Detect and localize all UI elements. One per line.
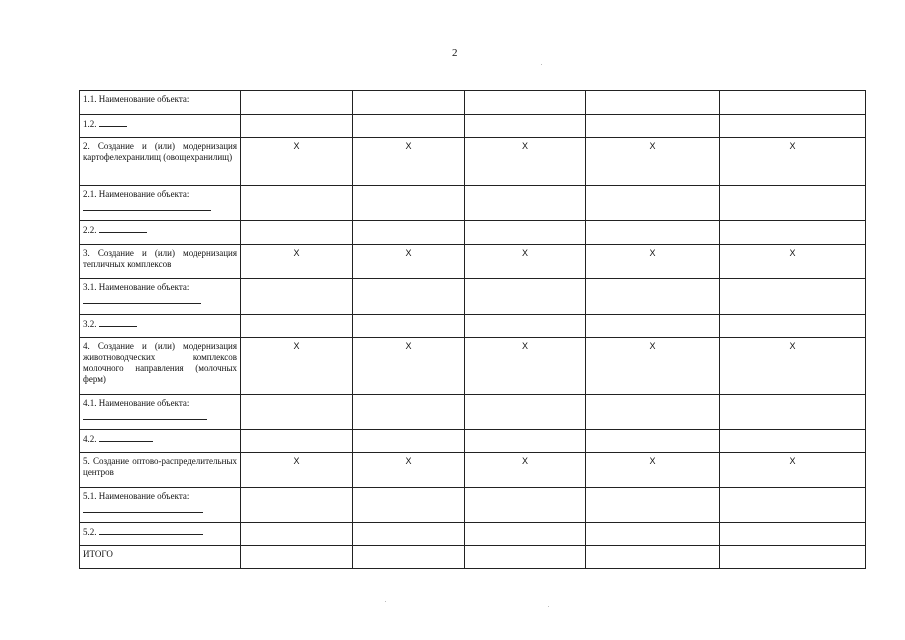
x-mark: X bbox=[720, 138, 866, 186]
x-mark: X bbox=[586, 138, 720, 186]
table-cell[interactable] bbox=[465, 395, 586, 430]
table-cell[interactable] bbox=[241, 221, 353, 245]
table-row bbox=[80, 338, 866, 395]
row-label: 3.1. Наименование объекта: bbox=[80, 279, 241, 315]
table-cell[interactable] bbox=[465, 523, 586, 546]
table-row bbox=[80, 315, 866, 338]
x-mark: X bbox=[586, 245, 720, 279]
table-row bbox=[80, 186, 866, 221]
table-cell[interactable] bbox=[720, 546, 866, 569]
table-cell[interactable] bbox=[586, 115, 720, 138]
fill-in-line[interactable] bbox=[83, 293, 201, 304]
table-cell[interactable] bbox=[720, 91, 866, 115]
table-cell[interactable] bbox=[465, 91, 586, 115]
table-cell[interactable] bbox=[586, 546, 720, 569]
table-cell[interactable] bbox=[586, 221, 720, 245]
table-cell[interactable] bbox=[720, 186, 866, 221]
x-mark: X bbox=[353, 453, 465, 488]
x-mark: X bbox=[720, 245, 866, 279]
fill-in-line[interactable] bbox=[99, 526, 203, 535]
x-mark: X bbox=[241, 453, 353, 488]
row-label: 2.2. bbox=[80, 221, 241, 245]
x-mark: X bbox=[465, 338, 586, 395]
table-row bbox=[80, 395, 866, 430]
scan-speck bbox=[541, 64, 542, 65]
table-cell[interactable] bbox=[465, 546, 586, 569]
table-row bbox=[80, 523, 866, 546]
table-cell[interactable] bbox=[241, 279, 353, 315]
table-cell[interactable] bbox=[720, 488, 866, 523]
x-mark: X bbox=[241, 338, 353, 395]
row-label: 2.1. Наименование объекта: bbox=[80, 186, 241, 221]
row-label: 4.1. Наименование объекта: bbox=[80, 395, 241, 430]
table-cell[interactable] bbox=[465, 279, 586, 315]
table-row bbox=[80, 115, 866, 138]
table-cell[interactable] bbox=[465, 488, 586, 523]
x-mark: X bbox=[586, 338, 720, 395]
table-cell[interactable] bbox=[353, 488, 465, 523]
table-cell[interactable] bbox=[353, 279, 465, 315]
table-cell[interactable] bbox=[241, 186, 353, 221]
fill-in-line[interactable] bbox=[83, 200, 211, 211]
table-cell[interactable] bbox=[720, 279, 866, 315]
table-cell[interactable] bbox=[241, 546, 353, 569]
table-cell[interactable] bbox=[353, 91, 465, 115]
x-mark: X bbox=[241, 138, 353, 186]
x-mark: X bbox=[465, 245, 586, 279]
x-mark: X bbox=[353, 138, 465, 186]
fill-in-line[interactable] bbox=[99, 118, 127, 127]
scan-speck bbox=[548, 606, 549, 607]
table-cell[interactable] bbox=[353, 315, 465, 338]
fill-in-line[interactable] bbox=[83, 502, 203, 513]
table-cell[interactable] bbox=[465, 221, 586, 245]
table-cell[interactable] bbox=[241, 115, 353, 138]
table-row bbox=[80, 430, 866, 453]
page-number: 2 bbox=[452, 47, 458, 59]
scan-speck bbox=[385, 601, 386, 602]
table-cell[interactable] bbox=[465, 315, 586, 338]
table-cell[interactable] bbox=[586, 523, 720, 546]
table-cell[interactable] bbox=[586, 430, 720, 453]
row-label: 1.2. bbox=[80, 115, 241, 138]
table-cell[interactable] bbox=[241, 430, 353, 453]
x-mark: X bbox=[241, 245, 353, 279]
row-label: 4. Создание и (или) модернизация животноводческих комплексов молочного направления (молочных ферм) bbox=[80, 338, 241, 395]
table-row bbox=[80, 488, 866, 523]
total-label: ИТОГО bbox=[80, 546, 241, 569]
table-cell[interactable] bbox=[353, 221, 465, 245]
table-cell[interactable] bbox=[353, 115, 465, 138]
fill-in-line[interactable] bbox=[99, 318, 137, 327]
table-cell[interactable] bbox=[465, 115, 586, 138]
table-cell[interactable] bbox=[586, 91, 720, 115]
table-cell[interactable] bbox=[720, 395, 866, 430]
table-row bbox=[80, 453, 866, 488]
table-row bbox=[80, 221, 866, 245]
table-cell[interactable] bbox=[720, 430, 866, 453]
table-cell[interactable] bbox=[241, 395, 353, 430]
table-cell[interactable] bbox=[720, 221, 866, 245]
table-cell[interactable] bbox=[720, 315, 866, 338]
table-cell[interactable] bbox=[586, 315, 720, 338]
table-row bbox=[80, 138, 866, 186]
table-row-total bbox=[80, 546, 866, 569]
table-row bbox=[80, 245, 866, 279]
table-cell[interactable] bbox=[241, 91, 353, 115]
table-row bbox=[80, 91, 866, 115]
investment-projects-table bbox=[79, 90, 866, 569]
x-mark: X bbox=[586, 453, 720, 488]
x-mark: X bbox=[720, 338, 866, 395]
row-label: 1.1. Наименование объекта: bbox=[80, 91, 241, 115]
table-cell[interactable] bbox=[353, 395, 465, 430]
table-cell[interactable] bbox=[353, 523, 465, 546]
row-label: 5.1. Наименование объекта: bbox=[80, 488, 241, 523]
table-cell[interactable] bbox=[241, 488, 353, 523]
table-cell[interactable] bbox=[720, 523, 866, 546]
x-mark: X bbox=[353, 338, 465, 395]
row-label: 5. Создание оптово-распределительных центров bbox=[80, 453, 241, 488]
table-cell[interactable] bbox=[586, 186, 720, 221]
x-mark: X bbox=[465, 138, 586, 186]
row-label: 3.2. bbox=[80, 315, 241, 338]
table-cell[interactable] bbox=[241, 523, 353, 546]
row-label: 2. Создание и (или) модернизация картофелехранилищ (овощехранилищ) bbox=[80, 138, 241, 186]
table-row bbox=[80, 279, 866, 315]
table-cell[interactable] bbox=[720, 115, 866, 138]
row-label: 4.2. bbox=[80, 430, 241, 453]
table-cell[interactable] bbox=[586, 279, 720, 315]
fill-in-line[interactable] bbox=[99, 224, 147, 233]
table-cell[interactable] bbox=[353, 430, 465, 453]
row-label: 5.2. bbox=[80, 523, 241, 546]
x-mark: X bbox=[353, 245, 465, 279]
fill-in-line[interactable] bbox=[83, 409, 207, 420]
table-cell[interactable] bbox=[353, 186, 465, 221]
table-cell[interactable] bbox=[586, 488, 720, 523]
table-cell[interactable] bbox=[465, 430, 586, 453]
table-cell[interactable] bbox=[586, 395, 720, 430]
table-cell[interactable] bbox=[353, 546, 465, 569]
x-mark: X bbox=[465, 453, 586, 488]
row-label: 3. Создание и (или) модернизация тепличных комплексов bbox=[80, 245, 241, 279]
x-mark: X bbox=[720, 453, 866, 488]
fill-in-line[interactable] bbox=[99, 433, 153, 442]
table-cell[interactable] bbox=[241, 315, 353, 338]
table-cell[interactable] bbox=[465, 186, 586, 221]
